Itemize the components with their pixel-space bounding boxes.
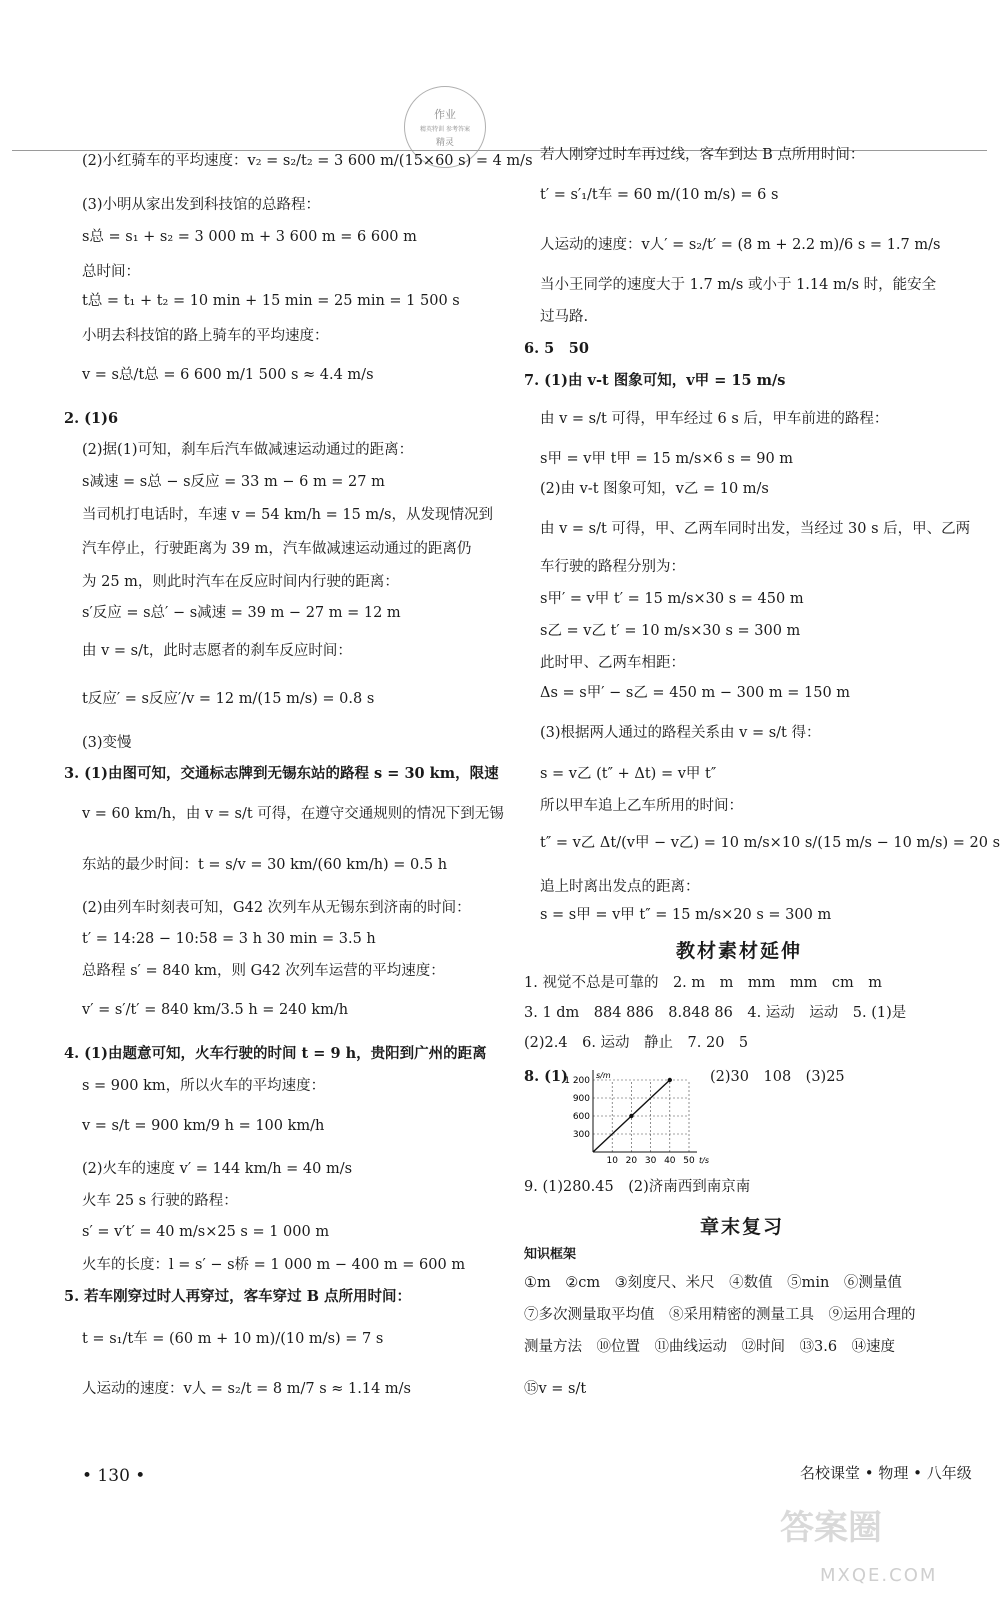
answer-line: 所以甲车追上乙车所用的时间： xyxy=(540,798,743,814)
answer-line: t反应′ = s反应′/v = 12 m/(15 m/s) = 0.8 s xyxy=(82,691,375,707)
y-tick-label: 900 xyxy=(572,1094,590,1104)
answer-line: s = v乙 (t″ + Δt) = v甲 t″ xyxy=(540,766,717,782)
answer-line: v = 60 km/h，由 v = s/t 可得，在遵守交通规则的情况下到无锡 xyxy=(82,806,504,822)
answer-line: 此时甲、乙两车相距： xyxy=(540,655,685,671)
framework-line: ⑦多次测量取平均值 ⑧采用精密的测量工具 ⑨运用合理的 xyxy=(524,1307,916,1323)
answer-line: 总路程 s′ = 840 km，则 G42 次列车运营的平均速度： xyxy=(82,963,445,979)
answer-line: t′ = 14:28 − 10:58 = 3 h 30 min = 3.5 h xyxy=(82,931,376,947)
framework-line: 测量方法 ⑩位置 ⑪曲线运动 ⑫时间 ⑬3.6 ⑭速度 xyxy=(524,1339,896,1355)
answer-line: s总 = s₁ + s₂ = 3 000 m + 3 600 m = 6 600 m xyxy=(82,229,417,245)
answer-line: 为 25 m，则此时汽车在反应时间内行驶的距离： xyxy=(82,574,399,590)
answer-line: 由 v = s/t，此时志愿者的刹车反应时间： xyxy=(82,643,352,659)
y-tick-label: 600 xyxy=(572,1112,590,1122)
answer-line: v = s总/t总 = 6 600 m/1 500 s ≈ 4.4 m/s xyxy=(82,367,374,383)
answer-line: 人运动的速度：v人 = s₂/t = 8 m/7 s ≈ 1.14 m/s xyxy=(82,1381,411,1397)
answer-line: 东站的最少时间：t = s/v = 30 km/(60 km/h) = 0.5 h xyxy=(82,857,448,873)
answer-line: 汽车停止，行驶距离为 39 m，汽车做减速运动通过的距离仍 xyxy=(82,541,472,557)
x-tick-label: 40 xyxy=(664,1156,676,1166)
answer-line: 4. (1)由题意可知，火车行驶的时间 t = 9 h，贵阳到广州的距离 xyxy=(64,1045,487,1062)
answer-line: 火车的长度：l = s′ − s桥 = 1 000 m − 400 m = 600 m xyxy=(82,1257,466,1273)
answer-line: 2. (1)6 xyxy=(64,410,119,427)
answer-line: s乙 = v乙 t′ = 10 m/s×30 s = 300 m xyxy=(540,623,801,639)
watermark-logo: 答案圈 xyxy=(780,1508,882,1548)
data-point xyxy=(668,1078,672,1082)
answer-line: 追上时离出发点的距离： xyxy=(540,879,700,895)
answer-line: t = s₁/t车 = (60 m + 10 m)/(10 m/s) = 7 s xyxy=(82,1331,384,1347)
answer-line: 小明去科技馆的路上骑车的平均速度： xyxy=(82,328,329,344)
answer-line: s = s甲 = v甲 t″ = 15 m/s×20 s = 300 m xyxy=(540,907,832,923)
framework-line: ⑮v = s/t xyxy=(524,1381,587,1397)
material-line: 1. 视觉不总是可靠的 2. m m mm mm cm m xyxy=(524,975,883,991)
answer-line: 6. 5 50 xyxy=(524,340,589,357)
answer-line: s′反应 = s总′ − s减速 = 39 m − 27 m = 12 m xyxy=(82,605,401,621)
answer-line: v = s/t = 900 km/9 h = 100 km/h xyxy=(82,1118,325,1134)
answer-line: 若人刚穿过时车再过线，客车到达 B 点所用时间： xyxy=(540,147,865,163)
y-tick-label: 300 xyxy=(572,1130,590,1140)
answer-line: 车行驶的路程分别为： xyxy=(540,559,685,575)
x-axis-label: t/s xyxy=(699,1156,709,1165)
answer-line: 7. (1)由 v-t 图象可知，v甲 = 15 m/s xyxy=(524,372,786,389)
answer-line: 当司机打电话时，车速 v = 54 km/h = 15 m/s，从发现情况到 xyxy=(82,507,493,523)
y-tick-label: 1 200 xyxy=(564,1076,590,1086)
answer-line: t″ = v乙 Δt/(v甲 − v乙) = 10 m/s×10 s/(15 m/s − 10 m/s) = 20 s xyxy=(540,835,1000,851)
page-number: • 130 • xyxy=(82,1466,146,1486)
answer-line: 当小王同学的速度大于 1.7 m/s 或小于 1.14 m/s 时，能安全 xyxy=(540,277,937,293)
stamp-line2: 精英特训 参考答案 xyxy=(420,126,470,133)
answer-line: (3)根据两人通过的路程关系由 v = s/t 得： xyxy=(540,725,821,741)
answer-line: v′ = s′/t′ = 840 km/3.5 h = 240 km/h xyxy=(82,1002,349,1018)
answer-line: s′ = v′t′ = 40 m/s×25 s = 1 000 m xyxy=(82,1224,330,1240)
answer-line: 由 v = s/t 可得，甲、乙两车同时出发，当经过 30 s 后，甲、乙两 xyxy=(540,521,971,537)
answer-line: 总时间： xyxy=(82,264,140,280)
section-title-review: 章末复习 xyxy=(700,1216,785,1238)
answer-line: (2)小红骑车的平均速度：v₂ = s₂/t₂ = 3 600 m/(15×60 s) = 4 m/s xyxy=(82,153,533,169)
answer-line: 由 v = s/t 可得，甲车经过 6 s 后，甲车前进的路程： xyxy=(540,411,889,427)
material-line: 3. 1 dm 884 886 8.848 86 4. 运动 运动 5. (1)是 xyxy=(524,1005,907,1021)
answer-line: 过马路. xyxy=(540,309,589,325)
framework-line: ①m ②cm ③刻度尺、米尺 ④数值 ⑤min ⑥测量值 xyxy=(524,1275,902,1291)
answer-line: (2)由 v-t 图象可知，v乙 = 10 m/s xyxy=(540,481,769,497)
answer-line: t总 = t₁ + t₂ = 10 min + 15 min = 25 min = 1 500 s xyxy=(82,293,460,309)
material-line: 9. (1)280.45 (2)济南西到南京南 xyxy=(524,1179,751,1195)
answer-line: (2)据(1)可知，刹车后汽车做减速运动通过的距离： xyxy=(82,442,414,458)
x-tick-label: 50 xyxy=(683,1156,695,1166)
watermark-url: MXQE.COM xyxy=(820,1565,938,1586)
answer-line: (3)小明从家出发到科技馆的总路程： xyxy=(82,197,321,213)
answer-line: (3)变慢 xyxy=(82,735,132,751)
x-tick-label: 20 xyxy=(625,1156,638,1166)
answer-line: Δs = s甲′ − s乙 = 450 m − 300 m = 150 m xyxy=(540,685,851,701)
answer-line: (2)由列车时刻表可知，G42 次列车从无锡东到济南的时间： xyxy=(82,900,471,916)
distance-time-chart xyxy=(545,1068,709,1168)
x-tick-label: 10 xyxy=(606,1156,618,1166)
material-line: (2)30 108 (3)25 xyxy=(710,1069,845,1085)
answer-line: 火车 25 s 行驶的路程： xyxy=(82,1193,238,1209)
material-line: (2)2.4 6. 运动 静止 7. 20 5 xyxy=(524,1035,749,1051)
stamp-line3: 精灵 xyxy=(435,138,454,148)
stamp-line1: 作业 xyxy=(434,108,456,121)
answer-line: s = 900 km，所以火车的平均速度： xyxy=(82,1078,326,1094)
section-title-material: 教材素材延伸 xyxy=(676,940,803,962)
answer-line: 3. (1)由图可知，交通标志牌到无锡东站的路程 s = 30 km，限速 xyxy=(64,765,499,782)
answer-line: s甲′ = v甲 t′ = 15 m/s×30 s = 450 m xyxy=(540,591,804,607)
data-point xyxy=(629,1114,633,1118)
answer-line: s减速 = s总 − s反应 = 33 m − 6 m = 27 m xyxy=(82,474,385,490)
q8-label: 8. (1) xyxy=(524,1068,568,1085)
answer-line: t′ = s′₁/t车 = 60 m/(10 m/s) = 6 s xyxy=(540,187,779,203)
answer-line: s甲 = v甲 t甲 = 15 m/s×6 s = 90 m xyxy=(540,451,794,467)
answer-line: (2)火车的速度 v′ = 144 km/h = 40 m/s xyxy=(82,1161,353,1177)
answer-line: 5. 若车刚穿过时人再穿过，客车穿过 B 点所用时间： xyxy=(64,1288,412,1305)
book-footer: 名校课堂 • 物理 • 八年级 xyxy=(800,1464,972,1482)
y-axis-label: s/m xyxy=(596,1071,611,1080)
x-tick-label: 30 xyxy=(644,1156,657,1166)
answer-line: 人运动的速度：v人′ = s₂/t′ = (8 m + 2.2 m)/6 s = 1.7 m/s xyxy=(540,237,941,253)
knowledge-framework-heading: 知识框架 xyxy=(524,1247,577,1262)
